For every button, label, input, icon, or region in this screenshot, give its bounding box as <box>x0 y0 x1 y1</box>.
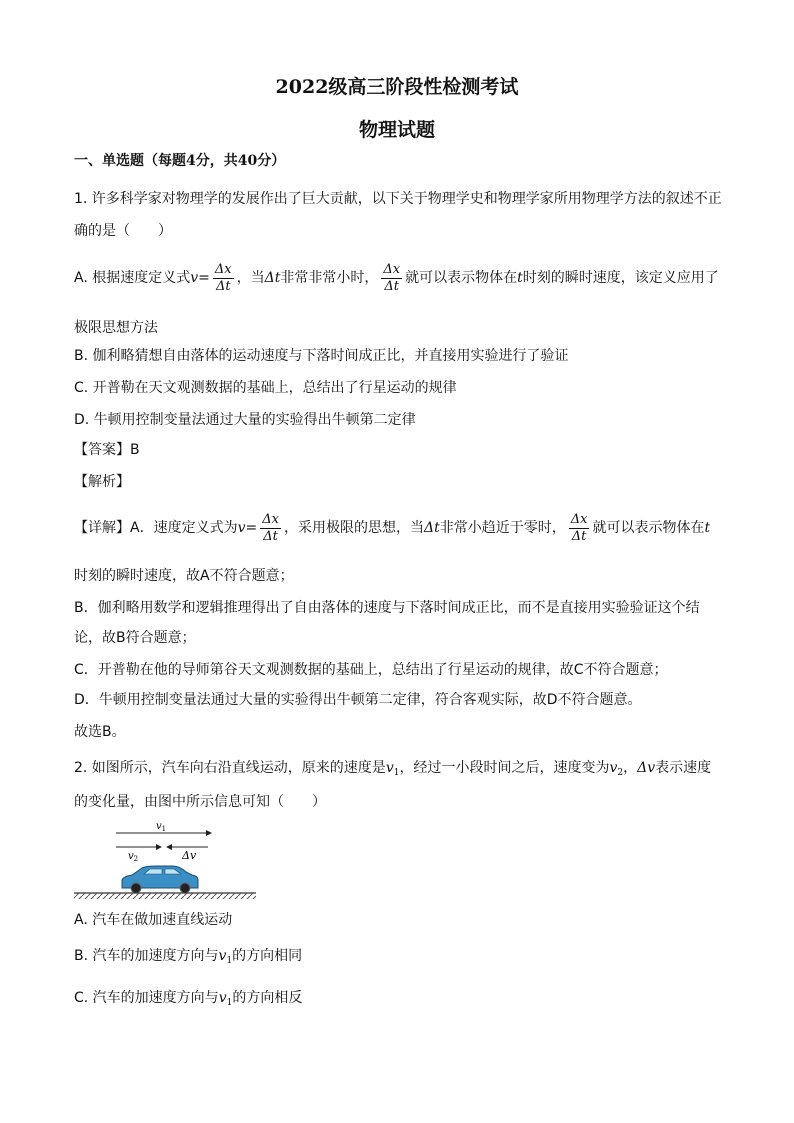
v-symbol: v <box>218 948 227 964</box>
q2-option-c-text1: C. 汽车的加速度方向与 <box>74 990 219 1006</box>
v-symbol: v <box>218 990 227 1006</box>
delta-v-arrowhead <box>166 844 172 850</box>
q1-option-a-line2: 极限思想方法 <box>74 320 158 336</box>
q2-text2: ，经过一小段时间之后，速度变为 <box>399 760 610 776</box>
q1-answer <box>74 440 140 460</box>
q2-option-b-text1: B. 汽车的加速度方向与 <box>74 948 219 964</box>
velocity-symbol: v <box>190 270 199 286</box>
q2-text1: 2. 如图所示，汽车向右沿直线运动，原来的速度是 <box>74 760 386 776</box>
q1-option-c: C. 开普勒在天文观测数据的基础上，总结出了行星运动的规律 <box>74 380 457 396</box>
subscript-1: 1 <box>226 998 233 1008</box>
answer-tag: 【答案】 <box>74 442 130 458</box>
fraction-denominator: Δt <box>263 528 278 544</box>
q1-detail-b-line1: B．伽利略用数学和逻辑推理得出了自由落体的速度与下落时间成正比，而不是直接用实验验证这个结 <box>74 600 700 616</box>
q2-option-a: A. 汽车在做加速直线运动 <box>74 912 233 928</box>
fraction-dx-dt <box>260 512 281 545</box>
fraction-denominator: Δt <box>571 528 587 544</box>
car-velocity-figure <box>70 818 260 900</box>
equals-sign: = <box>198 270 210 286</box>
section-heading: 一、单选题（每题4分，共40分） <box>74 153 286 169</box>
exam-title: 2022级高三阶段性检测考试 <box>275 76 519 98</box>
q1-stem-line1: 1. 许多科学家对物理学的发展作出了巨大贡献，以下关于物理学史和物理学家所用物理学方法的叙述不正 <box>74 191 722 207</box>
v-symbol: v <box>385 760 394 776</box>
v2-arrowhead <box>156 844 162 850</box>
velocity-symbol: v <box>237 520 246 536</box>
exam-subtitle: 物理试题 <box>358 119 435 141</box>
fraction-numerator: Δx <box>570 511 588 527</box>
q2-option-c <box>74 988 302 1013</box>
subscript-1: 1 <box>393 768 400 778</box>
q1-option-a-text3: 非常非常小时， <box>280 270 379 286</box>
q2-option-b <box>74 946 302 971</box>
delta-v-symbol: Δv <box>637 760 656 776</box>
q1-option-a-text5: 时刻的瞬时速度，该定义应用了 <box>522 270 719 286</box>
equals-sign: = <box>245 520 258 536</box>
q1-detail-line2: 时刻的瞬时速度，故A不符合题意； <box>74 568 294 584</box>
fraction-dx-dt <box>569 512 590 545</box>
q1-detail-b-line2: 论，故B符合题意； <box>74 630 196 646</box>
delta-v-label: Δv <box>182 849 197 862</box>
fraction-numerator: Δx <box>214 261 232 277</box>
q1-option-a-text2: ，当 <box>236 270 265 286</box>
q1-option-a-text1: A. 根据速度定义式 <box>74 270 191 286</box>
v1-label: $v_1$ <box>156 821 167 833</box>
q1-option-a-text4: 就可以表示物体在 <box>405 270 518 286</box>
q1-detail-d: D．牛顿用控制变量法通过大量的实验得出牛顿第二定律，符合客观实际，故D不符合题意。 <box>74 692 642 708</box>
t-symbol: t <box>517 270 523 286</box>
q2-text4: 表示速度 <box>655 760 712 776</box>
fraction-denominator: Δt <box>215 278 231 294</box>
detail-text1: 【详解】A．速度定义式为 <box>74 520 238 536</box>
q1-conclusion: 故选B。 <box>74 724 126 740</box>
delta-t-symbol: Δt <box>264 270 281 286</box>
detail-text3: 非常小趋近于零时， <box>439 520 566 536</box>
q1-option-d: D. 牛顿用控制变量法通过大量的实验得出牛顿第二定律 <box>74 412 416 428</box>
car-icon <box>122 866 198 893</box>
fraction-numerator: Δx <box>262 511 279 527</box>
answer-value: B <box>130 442 140 458</box>
subscript-1: 1 <box>226 956 233 966</box>
q1-stem-line2: 确的是（ ） <box>74 223 172 239</box>
q2-stem-line2: 的变化量，由图中所示信息可知（ ） <box>74 794 326 810</box>
detail-text2: ，采用极限的思想，当 <box>283 520 424 536</box>
q2-option-c-text2: 的方向相反 <box>232 990 303 1006</box>
q1-option-a-line1 <box>74 260 719 296</box>
detail-text4: 就可以表示物体在 <box>592 520 705 536</box>
q2-option-b-text2: 的方向相同 <box>232 948 303 964</box>
v1-arrowhead <box>206 830 212 836</box>
q2-stem-line1 <box>74 758 711 783</box>
v-symbol: v <box>609 760 618 776</box>
t-symbol: t <box>704 520 711 536</box>
subscript-2: 2 <box>617 768 624 778</box>
ground-hatch <box>74 893 256 899</box>
q2-text3: ， <box>623 760 638 776</box>
q1-detail-c: C．开普勒在他的导师第谷天文观测数据的基础上，总结出了行星运动的规律，故C不符合题意； <box>74 662 668 678</box>
fraction-numerator: Δx <box>383 261 401 277</box>
fraction-denominator: Δt <box>384 278 400 294</box>
v2-label: $v_2$ <box>128 851 139 863</box>
fraction-dx-dt <box>213 262 234 295</box>
fraction-dx-dt <box>381 262 402 295</box>
q1-option-b: B. 伽利略猜想自由落体的运动速度与下落时间成正比，并直接用实验进行了验证 <box>74 348 569 364</box>
q1-analysis-tag: 【解析】 <box>74 474 130 490</box>
delta-t-symbol: Δt <box>423 520 440 536</box>
q1-detail-line1 <box>74 510 710 546</box>
